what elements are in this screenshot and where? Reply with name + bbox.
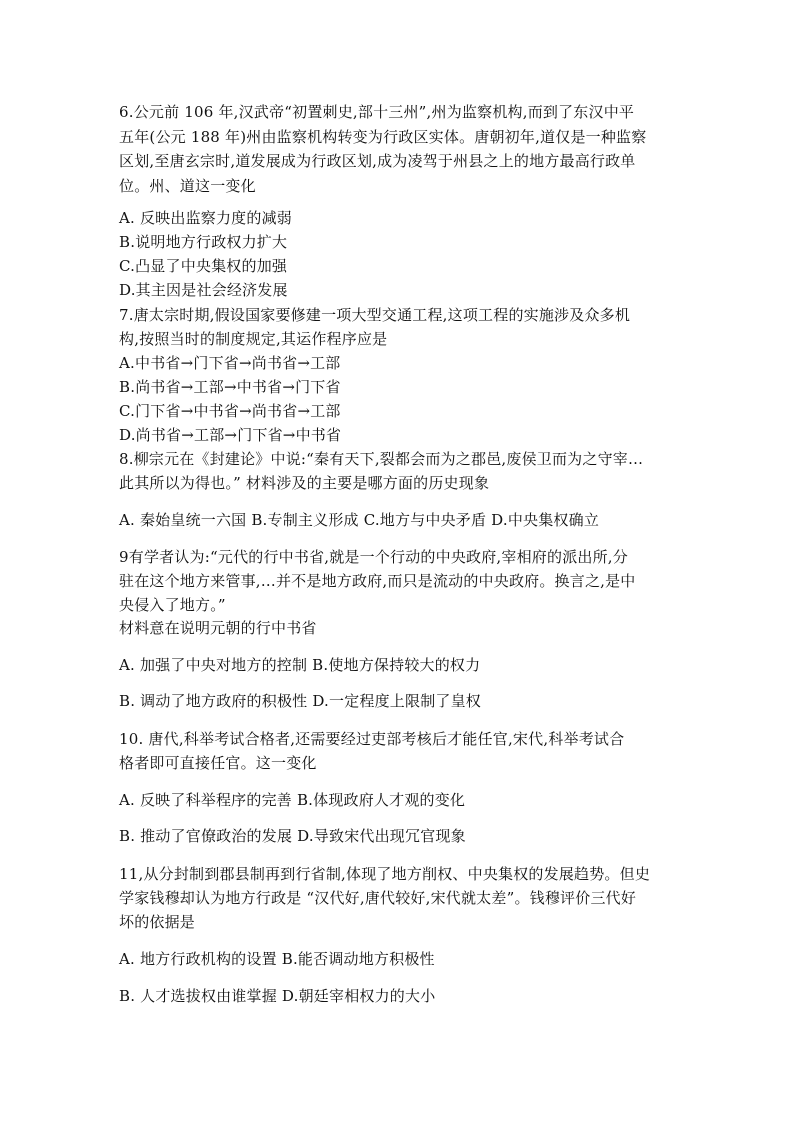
question-9-options-row: A. 加强了中央对地方的控制 B.使地方保持较大的权力 xyxy=(119,656,481,674)
option-a: A.中书省→门下省→尚书省→工部 xyxy=(119,354,341,372)
question-10-options-row: A. 反映了科举程序的完善 B.体现政府人才观的变化 xyxy=(119,791,466,809)
question-10-stem-line: 10. 唐代,科举考试合格者,还需要经过吏部考核后才能任官,宋代,科举考试合 xyxy=(119,730,625,748)
option-a: A. 反映出监察力度的减弱 xyxy=(119,209,292,227)
option-c: C.门下省→中书省→尚书省→工部 xyxy=(119,402,341,420)
question-6-stem xyxy=(119,100,684,198)
stem-line: 6.公元前 106 年,汉武帝“初置刺史,部十三州”,州为监察机构,而到了东汉中平 xyxy=(119,103,635,121)
option-b: B.尚书省→工部→中书省→门下省 xyxy=(119,378,341,396)
question-8-options: A. 秦始皇统一六国 B.专制主义形成 C.地方与中央矛盾 D.中央集权确立 xyxy=(119,511,600,529)
question-9-stem-line: 材料意在说明元朝的行中书省 xyxy=(119,619,317,637)
question-8-stem-line: 8.柳宗元在《封建论》中说:“秦有天下,裂都会而为之郡邑,废侯卫而为之守宰… xyxy=(119,450,644,468)
question-6 xyxy=(119,100,684,198)
question-9-stem-line: 央侵入了地方。” xyxy=(119,596,226,614)
option-b: B.说明地方行政权力扩大 xyxy=(119,233,288,251)
question-9-options-row: B. 调动了地方政府的积极性 D.一定程度上限制了皇权 xyxy=(119,692,481,710)
question-11-stem-line: 坏的依据是 xyxy=(119,913,196,931)
stem-line: 区划,至唐玄宗时,道发展成为行政区划,成为凌驾于州县之上的地方最高行政单 xyxy=(119,152,636,170)
question-11-stem-line: 学家钱穆却认为地方行政是 “汉代好,唐代较好,宋代就太差”。钱穆评价三代好 xyxy=(119,889,637,907)
question-10-options-row: B. 推动了官僚政治的发展 D.导致宋代出现冗官现象 xyxy=(119,827,466,845)
question-9-stem-line: 驻在这个地方来管事,…并不是地方政府,而只是流动的中央政府。换言之,是中 xyxy=(119,572,636,590)
question-10-stem-line: 格者即可直接任官。这一变化 xyxy=(119,754,317,772)
stem-line: 五年(公元 188 年)州由监察机构转变为行政区实体。唐朝初年,道仅是一种监察 xyxy=(119,127,647,146)
option-d: D.尚书省→工部→门下省→中书省 xyxy=(119,426,342,444)
option-c: C.凸显了中央集权的加强 xyxy=(119,257,288,275)
question-7-stem-line: 7.唐太宗时期,假设国家要修建一项大型交通工程,这项工程的实施涉及众多机 xyxy=(119,306,631,324)
question-8-stem-line: 此其所以为得也。” 材料涉及的主要是哪方面的历史现象 xyxy=(119,474,490,492)
question-11-options-row: A. 地方行政机构的设置 B.能否调动地方积极性 xyxy=(119,950,435,968)
question-7-stem-line: 构,按照当时的制度规定,其运作程序应是 xyxy=(119,330,388,348)
question-9-stem-line: 9有学者认为:“元代的行中书省,就是一个行动的中央政府,宰相府的派出所,分 xyxy=(119,548,628,566)
question-11-options-row: B. 人才选拔权由谁掌握 D.朝廷宰相权力的大小 xyxy=(119,987,436,1005)
stem-line: 位。州、道这一变化 xyxy=(119,176,256,195)
question-11-stem-line: 11,从分封制到郡县制再到行省制,体现了地方削权、中央集权的发展趋势。但史 xyxy=(119,865,651,883)
option-d: D.其主因是社会经济发展 xyxy=(119,281,288,299)
